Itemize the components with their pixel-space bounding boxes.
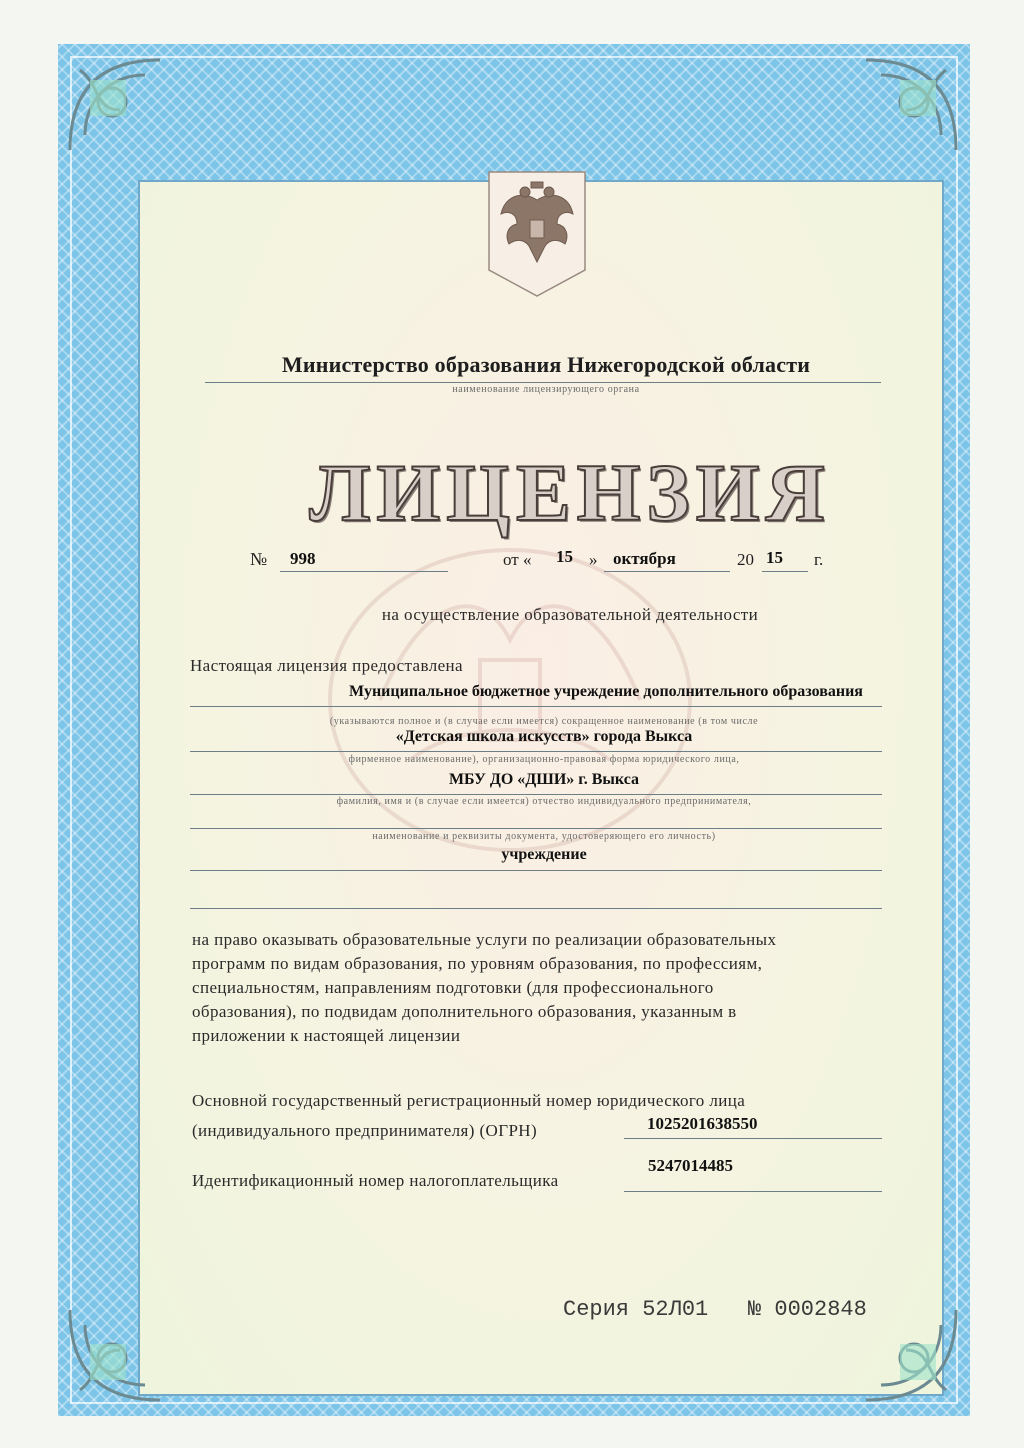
divider <box>190 870 882 871</box>
year-end: г. <box>814 550 824 569</box>
divider <box>190 751 882 752</box>
divider <box>280 571 448 572</box>
number-label: № <box>250 549 268 569</box>
organization-full-name: Муниципальное бюджетное учреждение дополнительного образования <box>349 683 863 700</box>
divider <box>205 382 881 383</box>
license-month: октября <box>613 549 676 568</box>
divider <box>190 908 882 909</box>
corner-ornament-bottom-left-icon <box>50 1290 180 1420</box>
granted-intro: Настоящая лицензия предоставлена <box>190 656 463 675</box>
hint-line-3: фамилия, имя и (в случае если имеется) отчество индивидуального предпринимателя, <box>336 796 752 807</box>
ogrn-value: 1025201638550 <box>647 1114 758 1133</box>
rights-line: на право оказывать образовательные услуги по реализации образовательных <box>192 930 777 949</box>
coat-of-arms-icon <box>487 170 587 298</box>
document-title: ЛИЦЕНЗИЯ <box>309 447 831 538</box>
ogrn-label-line-2: (индивидуального предпринимателя) (ОГРН) <box>192 1121 538 1140</box>
date-prefix: от « <box>503 550 532 569</box>
divider <box>190 794 882 795</box>
organization-short-name: МБУ ДО «ДШИ» г. Выкса <box>448 771 640 788</box>
divider <box>624 1191 882 1192</box>
authority-hint: наименование лицензирующего органа <box>452 384 640 395</box>
licensing-authority-name: Министерство образования Нижегородской области <box>281 352 811 377</box>
organization-name-line-2: «Детская школа искусств» города Выкса <box>395 728 693 745</box>
blank-series: Серия 52Л01 <box>563 1297 709 1322</box>
blank-number: № 0002848 <box>748 1297 867 1322</box>
hint-line-4: наименование и реквизиты документа, удостоверяющего его личность) <box>372 831 716 842</box>
inn-label: Идентификационный номер налогоплательщика <box>192 1171 559 1190</box>
day-close-quote: » <box>589 550 598 569</box>
hint-line-1: (указываются полное и (в случае если имеется) сокращенное наименование (в том числе <box>329 716 759 727</box>
license-day: 15 <box>556 547 573 566</box>
license-purpose: на осуществление образовательной деятельности <box>381 605 759 624</box>
rights-line: приложении к настоящей лицензии <box>192 1026 461 1045</box>
year-prefix: 20 <box>737 550 754 569</box>
organizational-form: учреждение <box>501 846 587 863</box>
corner-ornament-top-right-icon <box>846 40 976 170</box>
divider <box>604 571 730 572</box>
license-number: 998 <box>290 549 316 568</box>
divider <box>190 828 882 829</box>
inn-value: 5247014485 <box>648 1156 733 1175</box>
divider <box>624 1138 882 1139</box>
corner-ornament-top-left-icon <box>50 40 180 170</box>
hint-line-2: фирменное наименование), организационно-правовая форма юридического лица, <box>348 754 740 765</box>
divider <box>762 571 808 572</box>
divider <box>190 706 882 707</box>
rights-line: программ по видам образования, по уровням образования, по профессиям, <box>192 954 763 973</box>
rights-line: специальностям, направлениям подготовки (для профессионального <box>192 978 714 997</box>
rights-line: образования), по подвидам дополнительного образования, указанным в <box>192 1002 737 1021</box>
ogrn-label-line-1: Основной государственный регистрационный номер юридического лица <box>192 1091 746 1110</box>
license-year: 15 <box>766 548 783 567</box>
